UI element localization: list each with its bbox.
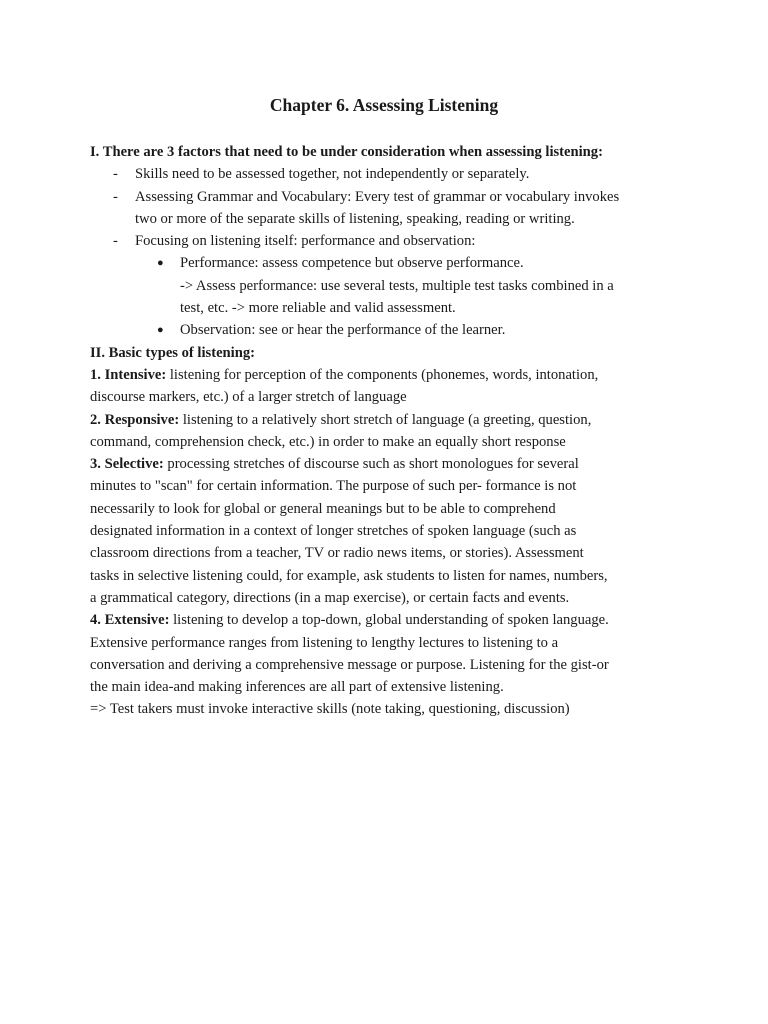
list-item-text: two or more of the separate skills of listening, speaking, reading or writing. — [135, 210, 575, 227]
type-text: processing stretches of discourse such as short monologues for several — [163, 456, 579, 473]
bullet-icon: ● — [157, 257, 164, 270]
type-text: conversation and deriving a comprehensive message or purpose. Listening for the gist-or — [90, 656, 609, 673]
list-item — [90, 230, 690, 252]
bullet-icon: ● — [157, 324, 164, 337]
type-text: minutes to "scan" for certain information. The purpose of such per- formance is not — [90, 478, 577, 495]
dash-marker: - — [113, 166, 118, 183]
type-text: tasks in selective listening could, for example, ask students to listen for names, numbers, — [90, 567, 608, 584]
list-item-text: Assessing Grammar and Vocabulary: Every test of grammar or vocabulary invokes — [135, 188, 620, 205]
type-label: 4. Extensive: — [90, 612, 170, 629]
type-label: 3. Selective: — [90, 456, 164, 473]
type-text: designated information in a context of longer stretches of spoken language (such as — [90, 523, 577, 540]
type-text: command, comprehension check, etc.) in order to make an equally short response — [90, 433, 566, 450]
type-text: discourse markers, etc.) of a larger stretch of language — [90, 389, 407, 406]
bullet-text: test, etc. -> more reliable and valid assessment. — [180, 300, 456, 317]
listening-type-selective — [90, 453, 690, 609]
type-text: necessarily to look for global or general meanings but to be able to comprehend — [90, 500, 556, 517]
conclusion-text: => Test takers must invoke interactive skills (note taking, questioning, discussion) — [90, 701, 570, 718]
list-item — [90, 163, 690, 185]
section-2-heading: II. Basic types of listening: — [90, 344, 255, 361]
bullet-text: -> Assess performance: use several tests, multiple test tasks combined in a — [180, 277, 614, 294]
type-text: the main idea-and making inferences are all part of extensive listening. — [90, 679, 504, 696]
listening-type-extensive — [90, 609, 690, 698]
type-text: a grammatical category, directions (in a map exercise), or certain facts and events. — [90, 589, 570, 606]
bullet-item — [90, 319, 690, 341]
type-text: classroom directions from a teacher, TV or radio news items, or stories). Assessment — [90, 545, 584, 562]
page-title: Chapter 6. Assessing Listening — [269, 95, 499, 115]
list-item-text: Skills need to be assessed together, not independently or separately. — [135, 166, 530, 183]
bullet-text: Observation: see or hear the performance of the learner. — [180, 322, 506, 339]
listening-type-intensive — [90, 364, 690, 409]
dash-marker: - — [113, 233, 118, 250]
type-text: Extensive performance ranges from listening to lengthy lectures to listening to a — [90, 634, 559, 651]
document-body — [90, 141, 690, 721]
list-item-text: Focusing on listening itself: performance and observation: — [135, 233, 476, 250]
listening-type-responsive — [90, 409, 690, 454]
dash-marker: - — [113, 188, 118, 205]
type-label: 1. Intensive: — [90, 366, 167, 383]
type-text: listening to develop a top-down, global understanding of spoken language. — [169, 612, 609, 629]
bullet-text: Performance: assess competence but observe performance. — [180, 255, 524, 272]
bullet-item — [90, 252, 690, 319]
section-1-heading: I. There are 3 factors that need to be under consideration when assessing listening: — [90, 144, 603, 160]
type-label: 2. Responsive: — [90, 411, 180, 428]
type-text: listening to a relatively short stretch of language (a greeting, question, — [179, 411, 592, 428]
type-text: listening for perception of the components (phonemes, words, intonation, — [166, 366, 599, 383]
list-item — [90, 186, 690, 231]
